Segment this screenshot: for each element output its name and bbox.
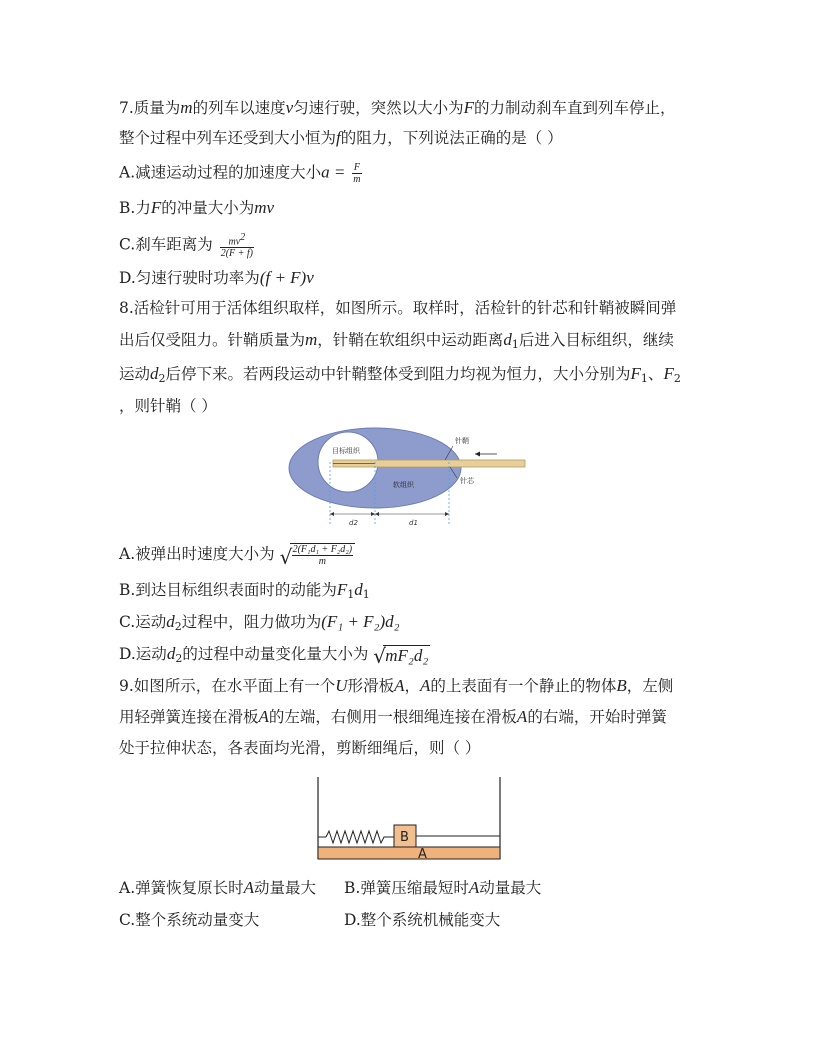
plate-a	[318, 847, 500, 859]
q9-option-c: C.整个系统动量变大	[119, 911, 260, 929]
q8-stem-line1: 8.活检针可用于活体组织取样，如图所示。取样时，活检针的针芯和针鞘被瞬间弹	[119, 299, 677, 317]
q7-stem-line1: 7.质量为m的列车以速度v匀速行驶，突然以大小为F的力制动刹车直到列车停止，	[119, 98, 676, 117]
label-soft-tissue: 软组织	[393, 481, 414, 489]
spring	[326, 831, 394, 843]
label-d2: d2	[349, 519, 358, 527]
q9-option-d: D.整个系统机械能变大	[344, 911, 501, 929]
label-plate-a: A	[418, 847, 427, 862]
q8-stem-line2: 出后仅受阻力。针鞘质量为m，针鞘在软组织中运动距离$d_1$后进入目标组织，继续	[119, 330, 674, 351]
q9-option-b: B.弹簧压缩最短时A动量最大	[344, 878, 542, 897]
q7-option-a: A.减速运动过程的加速度大小a = $\frac{F}{m}$	[119, 162, 361, 185]
q8-option-b: B.到达目标组织表面时的动能为$F_1d_1$	[119, 580, 370, 601]
q9-stem-line3: 处于拉伸状态，各表面均光滑，剪断细绳后，则（ ）	[119, 739, 481, 757]
q7-option-d: D.匀速行驶时功率为(f + F)v	[119, 268, 314, 287]
q9-stem-line1: 9.如图所示，在水平面上有一个U形滑板A，A的上表面有一个静止的物体B，左侧	[119, 676, 674, 695]
q8-stem-line3: 运动$d_2$后停下来。若两段运动中针鞘整体受到阻力均视为恒力，大小分别为$F_1$、$F_2$	[119, 364, 681, 385]
label-core: 针芯	[460, 477, 474, 485]
biopsy-needle-figure	[285, 426, 535, 530]
q8-option-a: A.被弹出时速度大小为 √ $\frac{\text{2(F₁d₁ + F₂d₂)}}{m}$	[119, 543, 355, 567]
label-target-tissue: 目标组织	[332, 447, 360, 455]
q7-option-b: B.力F的冲量大小为mv	[119, 198, 275, 217]
label-d1: d1	[409, 519, 418, 527]
arrow-head	[475, 452, 480, 457]
q9-stem-line2: 用轻弹簧连接在滑板A的左端，右侧用一根细绳连接在滑板A的右端，开始时弹簧	[119, 707, 667, 726]
label-block-b: B	[400, 830, 409, 845]
u-slider-figure	[314, 775, 504, 863]
q7-stem-line2: 整个过程中列车还受到大小恒为f的阻力，下列说法正确的是（ ）	[119, 128, 563, 147]
q8-stem-line4: ，则针鞘（ ）	[119, 397, 217, 415]
label-sheath: 针鞘	[455, 437, 469, 445]
q8-option-c: C.运动$d_2$过程中，阻力做功为(F₁ + F₂)d₂	[119, 612, 400, 633]
q9-option-a: A.弹簧恢复原长时A动量最大	[119, 878, 317, 897]
q7-option-c: C.刹车距离为 $\frac{mv^2}{2(F + f)}$	[119, 232, 253, 260]
q8-option-d: D.运动$d_2$的过程中动量变化量大小为 √ mF₂d₂	[119, 643, 429, 668]
